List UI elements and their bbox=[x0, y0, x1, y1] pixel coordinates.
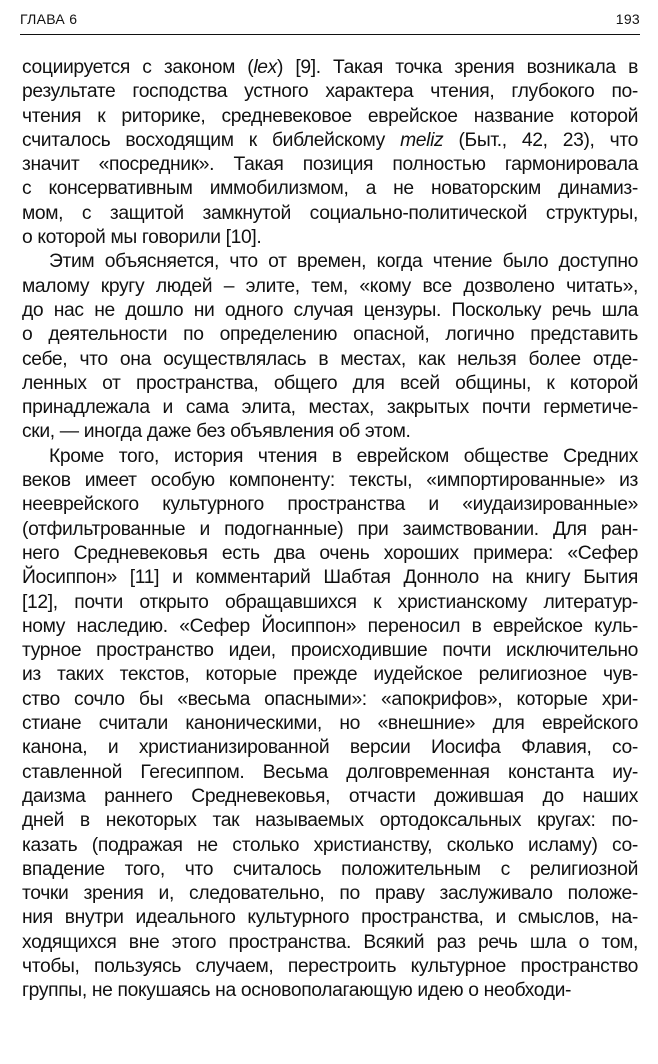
text-line: считалось восходящим к библейскому meliz (Быт., 42, 23), что bbox=[22, 129, 638, 151]
header-rule bbox=[20, 34, 640, 35]
text-line: дней в некоторых так называемых ортодоксальных кругах: по- bbox=[22, 810, 638, 832]
text-line: ство сочло бы «весьма опасными»: «апокрифов», которые хри- bbox=[22, 688, 638, 710]
text-line: себе, что она осуществлялась в местах, как нельзя более отде- bbox=[22, 348, 638, 370]
text-line: даизма раннего Средневековья, отчасти дожившая до наших bbox=[22, 785, 638, 807]
page-number: 193 bbox=[615, 11, 640, 27]
text-line: точки зрения и, следовательно, по праву заслуживало положе- bbox=[22, 883, 638, 905]
running-head bbox=[20, 10, 640, 32]
text-line: группы, не покушаясь на основополагающую идею о необходи- bbox=[22, 980, 572, 1002]
paragraph bbox=[22, 445, 638, 1004]
text-line: стиане считали каноническими, но «внешние» для еврейского bbox=[22, 713, 638, 735]
text-line: него Средневековья есть два очень хороших примера: «Сефер bbox=[22, 542, 638, 564]
text-line: Йосиппон» [11] и комментарий Шабтая Донноло на книгу Бытия bbox=[22, 567, 638, 589]
text-line: социируется с законом (lex) [9]. Такая точка зрения возникала в bbox=[22, 57, 638, 78]
paragraph bbox=[22, 250, 638, 444]
text-line: ходящихся вне этого пространства. Всякий раз речь шла о том, bbox=[22, 931, 638, 953]
text-line: до нас не дошло ни одного случая цензуры. Поскольку речь шла bbox=[22, 299, 638, 321]
paragraph bbox=[22, 56, 638, 250]
text-line: чтения к риторике, средневековое еврейское название которой bbox=[22, 105, 638, 127]
text-line: турное пространство идеи, происходившие почти исключительно bbox=[22, 640, 638, 662]
text-line: казать (подражая не столько христианству, сколько исламу) со- bbox=[22, 834, 638, 856]
text-line: мом, с защитой замкнутой социально-политической структуры, bbox=[22, 202, 638, 224]
text-line: ставленной Гегесиппом. Весьма долговременная константа иу- bbox=[22, 761, 638, 783]
text-line: ния внутри идеального культурного пространства, и смыслов, на- bbox=[22, 907, 638, 929]
text-line: Этим объясняется, что от времен, когда чтение было доступно bbox=[49, 251, 638, 273]
text-line: впадение того, что считалось положительным с религиозной bbox=[22, 858, 638, 880]
text-line: о деятельности по определению опасной, логично представить bbox=[22, 324, 638, 346]
text-line: о которой мы говорили [10]. bbox=[22, 227, 262, 249]
text-line: с консервативным иммобилизмом, а не новаторским динамиз- bbox=[22, 178, 638, 200]
text-line: из таких текстов, которые прежде иудейское религиозное чув- bbox=[22, 664, 638, 686]
text-line: нееврейского культурного пространства и «иудаизированные» bbox=[22, 494, 638, 516]
text-line: значит «посредник». Такая позиция полностью гармонировала bbox=[22, 154, 638, 176]
text-line: малому кругу людей – элите, тем, «кому все дозволено читать», bbox=[22, 275, 638, 297]
text-line: ски, — иногда даже без объявления об этом. bbox=[22, 421, 411, 443]
text-line: чтобы, пользуясь случаем, перестроить культурное пространство bbox=[22, 955, 638, 977]
text-line: Кроме того, история чтения в еврейском обществе Средних bbox=[49, 445, 638, 467]
body-text bbox=[22, 56, 638, 1004]
text-line: канона, и христианизированной версии Иосифа Флавия, со- bbox=[22, 737, 638, 759]
text-line: принадлежала и сама элита, местах, закрытых почти герметиче- bbox=[22, 397, 638, 419]
text-line: (отфильтрованные и подогнанные) при заимствовании. Для ран- bbox=[22, 518, 638, 540]
text-line: ленных от пространства, общего для всей общины, к которой bbox=[22, 372, 638, 394]
text-line: результате господства устного характера чтения, глубокого по- bbox=[22, 81, 638, 103]
text-line: веков имеет особую компоненту: тексты, «импортированные» из bbox=[22, 470, 638, 492]
text-line: ному наследию. «Сефер Йосиппон» переносил в еврейское куль- bbox=[22, 615, 638, 637]
chapter-label: ГЛАВА 6 bbox=[20, 11, 78, 27]
text-line: [12], почти открыто обращавшихся к христианскому литератур- bbox=[22, 591, 638, 613]
